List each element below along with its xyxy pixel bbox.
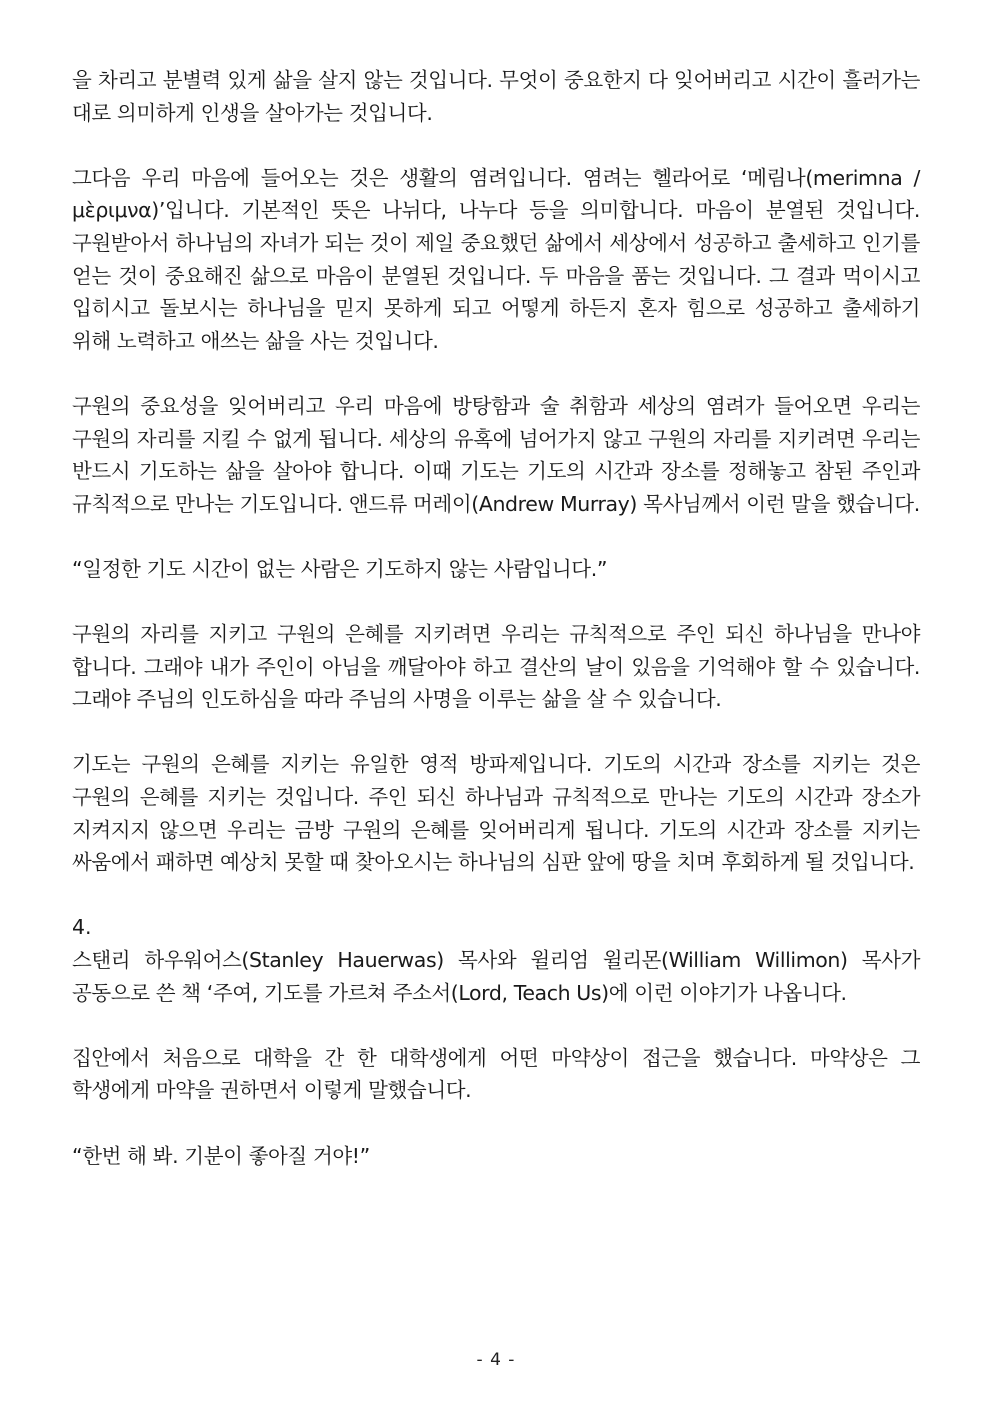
paragraph: 구원의 자리를 지키고 구원의 은혜를 지키려면 우리는 규칙적으로 주인 되신 하나님을 만나야 합니다. 그래야 내가 주인이 아님을 깨달아야 하고 결산의 날이 있음을 기억해야 할 수 있습니다. 그래야 주님의 인도하심을 따라 주님의 사명을 이루는 삶을 살 수 있습니다.: [72, 622, 920, 712]
document-body: [72, 64, 920, 1172]
paragraph: 그다음 우리 마음에 들어오는 것은 생활의 염려입니다. 염려는 헬라어로 ‘메림나(merimna / μὲριμνα)’입니다. 기본적인 뜻은 나뉘다, 나누다 등을 의미합니다. 마음이 분열된 것입니다. 구원받아서 하나님의 자녀가 되는 것이 제일 중요했던 삶에서 세상에서 성공하고 출세하고 인기를 얻는 것이 중요해진 삶으로 마음이 분열된 것입니다. 두 마음을 품는 것입니다. 그 결과 먹이시고 입히시고 돌보시는 하나님을 믿지 못하게 되고 어떻게 하든지 혼자 힘으로 성공하고 출세하기 위해 노력하고 애쓰는 삶을 사는 것입니다.: [72, 165, 920, 353]
paragraph: 집안에서 처음으로 대학을 간 한 대학생에게 어떤 마약상이 접근을 했습니다. 마약상은 그 학생에게 마약을 권하면서 이렇게 말했습니다.: [72, 1045, 920, 1103]
paragraph: 스탠리 하우워어스(Stanley Hauerwas) 목사와 윌리엄 윌리몬(William Willimon) 목사가 공동으로 쓴 책 ‘주여, 기도를 가르쳐 주소서(Lord, Teach Us)에 이런 이야기가 나옵니다.: [72, 948, 920, 1005]
page-number: - 4 -: [476, 1350, 516, 1370]
paragraph: 구원의 중요성을 잊어버리고 우리 마음에 방탕함과 술 취함과 세상의 염려가 들어오면 우리는 구원의 자리를 지킬 수 없게 됩니다. 세상의 유혹에 넘어가지 않고 구원의 자리를 지키려면 우리는 반드시 기도하는 삶을 살아야 합니다. 이때 기도는 기도의 시간과 장소를 정해놓고 참된 주인과 규칙적으로 만나는 기도입니다. 앤드류 머레이(Andrew Murray) 목사님께서 이런 말을 했습니다.: [72, 393, 920, 516]
quote-paragraph: “한번 해 봐. 기분이 좋아질 거야!”: [72, 1143, 370, 1168]
quote-paragraph: “일정한 기도 시간이 없는 사람은 기도하지 않는 사람입니다.”: [72, 556, 608, 581]
paragraph: 기도는 구원의 은혜를 지키는 유일한 영적 방파제입니다. 기도의 시간과 장소를 지키는 것은 구원의 은혜를 지키는 것입니다. 주인 되신 하나님과 규칙적으로 만나는 기도의 시간과 장소가 지켜지지 않으면 우리는 금방 구원의 은혜를 잊어버리게 됩니다. 기도의 시간과 장소를 지키는 싸움에서 패하면 예상치 못할 때 찾아오시는 하나님의 심판 앞에 땅을 치며 후회하게 될 것입니다.: [72, 752, 920, 875]
section-number: 4.: [72, 915, 92, 940]
paragraph: 을 차리고 분별력 있게 삶을 살지 않는 것입니다. 무엇이 중요한지 다 잊어버리고 시간이 흘러가는 대로 의미하게 인생을 살아가는 것입니다.: [72, 68, 920, 125]
